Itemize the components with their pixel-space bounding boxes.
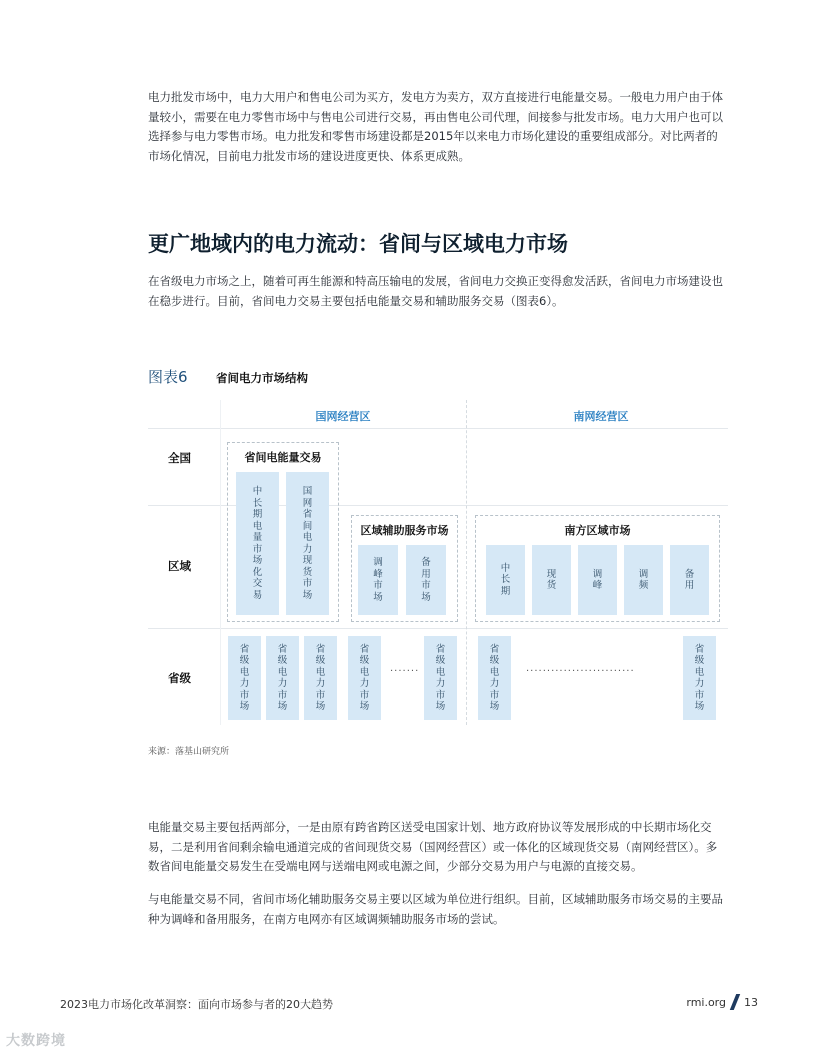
- figure-title: 省间电力市场结构: [216, 371, 308, 385]
- watermark-logo: 大数跨境: [6, 1033, 66, 1049]
- header-divider: [148, 428, 728, 429]
- row-divider-regional: [148, 628, 728, 629]
- cell-provincial-market: [266, 636, 299, 720]
- group-title-inter-provincial-energy: 省间电能量交易: [244, 451, 322, 464]
- cell-provincial-market: [348, 636, 381, 720]
- cell-medium-long-term: [236, 472, 279, 615]
- cell-label: 省级电力市场: [489, 643, 500, 712]
- cell-provincial-market: [424, 636, 457, 720]
- cell-label: 省级电力市场: [315, 643, 326, 712]
- cell-label: 备用: [684, 568, 695, 591]
- section-paragraph: 在省级电力市场之上，随着可再生能源和特高压输电的发展，省间电力交换正变得愈发活跃，省间电力市场建设也在稳步进行。目前，省间电力交易主要包括电能量交易和辅助服务交易（图表6）。: [148, 274, 723, 308]
- cell-label: 国网省间电力现货市场: [302, 486, 313, 601]
- cell-reserve: [406, 545, 446, 615]
- footer-page-info: [686, 994, 758, 1010]
- column-header-state-grid: 国网经营区: [315, 410, 371, 423]
- footer-site[interactable]: rmi.org: [686, 995, 726, 1009]
- page-number: 13: [744, 995, 758, 1009]
- ellipsis-state-grid: ·······: [390, 666, 420, 677]
- paragraph-ancillary-trading: 与电能量交易不同，省间市场化辅助服务交易主要以区域为单位进行组织。目前，区域辅助服务市场交易的主要品种为调峰和备用服务，在南方电网亦有区域调频辅助服务市场的尝试。: [148, 892, 723, 926]
- ellipsis-southern-grid: ··························: [526, 666, 635, 677]
- cell-southern-frequency-regulation: [624, 545, 663, 615]
- market-structure-diagram: [148, 400, 728, 725]
- cell-label: 省级电力市场: [435, 643, 446, 712]
- cell-label: 省级电力市场: [277, 643, 288, 712]
- cell-southern-reserve: [670, 545, 709, 615]
- cell-provincial-market: [478, 636, 511, 720]
- cell-peak-regulation: [358, 545, 398, 615]
- cell-label: 省级电力市场: [359, 643, 370, 712]
- cell-label: 省级电力市场: [239, 643, 250, 712]
- intro-paragraph: 电力批发市场中，电力大用户和售电公司为买方，发电方为卖方，双方直接进行电能量交易。一般电力用户由于体量较小，需要在电力零售市场中与售电公司进行交易，再由售电公司代理，间接参与批发市场。电力大用户也可以选择参与电力零售市场。电力批发和零售市场建设都是2015年以来电力市场化建设的重要组成部分。对比两者的市场化情况，目前电力批发市场的建设进度更快、体系更成熟。: [148, 90, 723, 163]
- group-title-regional-ancillary: 区域辅助服务市场: [360, 524, 449, 537]
- cell-southern-spot: [532, 545, 571, 615]
- cell-spot-market: [286, 472, 329, 615]
- cell-provincial-market: [228, 636, 261, 720]
- cell-provincial-market: [683, 636, 716, 720]
- cell-label: 调峰市场: [373, 557, 383, 603]
- slash-icon: [730, 994, 740, 1010]
- figure-source: 来源：落基山研究所: [148, 747, 230, 757]
- paragraph-energy-trading: 电能量交易主要包括两部分，一是由原有跨省跨区送受电国家计划、地方政府协议等发展形成的中长期市场化交易，二是利用省间剩余输电通道完成的省间现货交易（国网经营区）或一体化的区域现货交易（南网经营区）。多数省间电能量交易发生在受端电网与送端电网或电源之间，少部分交易为用户与电源的直接交易。: [148, 820, 718, 873]
- footer-report-title: 2023电力市场化改革洞察：面向市场参与者的20大趋势: [60, 998, 333, 1011]
- cell-label: 中长期电量市场化交易: [252, 486, 263, 601]
- column-divider-labels: [220, 400, 221, 725]
- cell-label: 调峰: [592, 568, 603, 591]
- row-label-provincial: 省级: [168, 671, 191, 685]
- row-label-regional: 区域: [168, 559, 191, 573]
- cell-label: 省级电力市场: [694, 643, 705, 712]
- cell-label: 调频: [638, 568, 649, 591]
- cell-label: 备用市场: [421, 557, 431, 603]
- figure-number: 图表6: [148, 368, 188, 386]
- column-divider-grid: [466, 400, 467, 725]
- cell-label: 中长期: [500, 562, 511, 597]
- group-title-southern-regional: 南方区域市场: [564, 524, 631, 537]
- cell-provincial-market: [304, 636, 337, 720]
- column-header-southern-grid: 南网经营区: [573, 410, 629, 423]
- section-heading: 更广地域内的电力流动：省间与区域电力市场: [148, 232, 568, 256]
- row-label-national: 全国: [168, 451, 191, 465]
- cell-southern-peak-regulation: [578, 545, 617, 615]
- cell-label: 现货: [546, 568, 557, 591]
- cell-southern-medium-long-term: [486, 545, 525, 615]
